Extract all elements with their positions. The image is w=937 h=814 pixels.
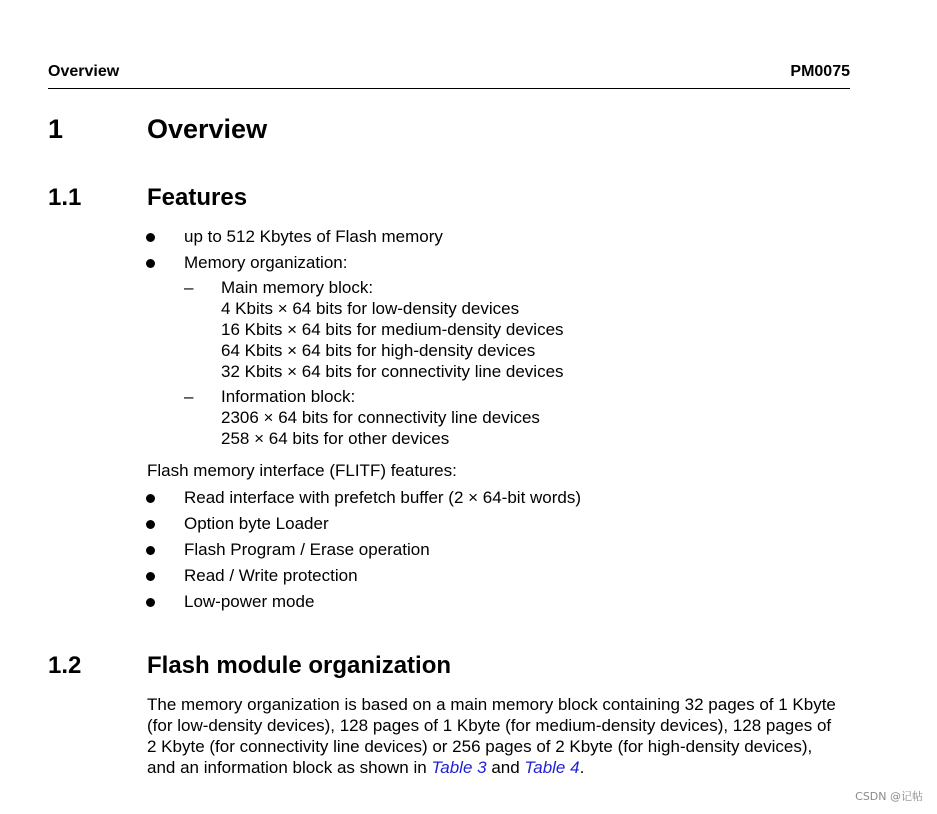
list-item — [146, 513, 581, 534]
list-item — [146, 565, 581, 586]
list-item-text: Memory organization: — [184, 253, 348, 272]
sublist-item-main-memory — [184, 277, 564, 382]
list-item-text: Read / Write protection — [184, 566, 358, 585]
sublist-line: 258 × 64 bits for other devices — [221, 429, 450, 448]
section-number: 1 — [48, 114, 64, 144]
bullet-icon — [146, 546, 155, 555]
dash-icon: – — [184, 387, 194, 406]
sublist-line: 2306 × 64 bits for connectivity line devices — [221, 408, 540, 427]
list-item — [146, 591, 581, 612]
list-item — [146, 539, 581, 560]
sublist-item-information-block — [184, 386, 564, 449]
list-item — [146, 226, 564, 247]
paragraph-line: (for low-density devices), 128 pages of 1 Kbyte (for medium-density devices), 128 pages of — [147, 716, 832, 735]
table-3-link[interactable]: Table 3 — [431, 758, 487, 777]
paragraph-line: 2 Kbyte (for connectivity line devices) or 256 pages of 2 Kbyte (for high-density devices), — [147, 737, 813, 756]
features-list — [146, 226, 564, 449]
section-number: 1.1 — [48, 184, 82, 211]
header-section-name: Overview — [48, 63, 120, 80]
list-item-text: Option byte Loader — [184, 514, 329, 533]
section-title: Flash module organization — [147, 652, 452, 679]
dash-icon: – — [184, 278, 194, 297]
interface-features-list — [146, 487, 581, 612]
sublist-heading: Main memory block: — [221, 278, 374, 297]
bullet-icon — [146, 572, 155, 581]
bullet-icon — [146, 598, 155, 607]
bullet-icon — [146, 494, 155, 503]
section-title: Features — [147, 184, 248, 211]
sublist-heading: Information block: — [221, 387, 356, 406]
flash-organization-paragraph — [147, 694, 836, 778]
sublist-line: 64 Kbits × 64 bits for high-density devices — [221, 341, 536, 360]
paragraph-text: and — [486, 758, 525, 777]
sublist-line: 32 Kbits × 64 bits for connectivity line devices — [221, 362, 564, 381]
list-item-text: up to 512 Kbytes of Flash memory — [184, 227, 443, 246]
list-item — [146, 487, 581, 508]
list-item — [146, 252, 564, 449]
bullet-icon — [146, 259, 155, 268]
paragraph-line — [147, 757, 836, 778]
memory-organization-sublist — [184, 277, 564, 449]
interface-intro: Flash memory interface (FLITF) features: — [147, 461, 457, 480]
list-item-text: Low-power mode — [184, 592, 315, 611]
paragraph-text: and an information block as shown in — [147, 758, 432, 777]
page-header — [48, 62, 850, 89]
list-item-text: Read interface with prefetch buffer (2 × 64-bit words) — [184, 488, 582, 507]
bullet-icon — [146, 233, 155, 242]
section-number: 1.2 — [48, 652, 82, 679]
sublist-line: 4 Kbits × 64 bits for low-density devices — [221, 299, 520, 318]
section-title: Overview — [147, 114, 268, 144]
paragraph-text: . — [579, 758, 585, 777]
watermark: CSDN @记帖 — [855, 790, 923, 803]
bullet-icon — [146, 520, 155, 529]
table-4-link[interactable]: Table 4 — [524, 758, 580, 777]
header-doc-id: PM0075 — [790, 63, 850, 80]
list-item-text: Flash Program / Erase operation — [184, 540, 430, 559]
paragraph-line: The memory organization is based on a main memory block containing 32 pages of 1 Kbyte — [147, 695, 836, 714]
sublist-line: 16 Kbits × 64 bits for medium-density devices — [221, 320, 564, 339]
